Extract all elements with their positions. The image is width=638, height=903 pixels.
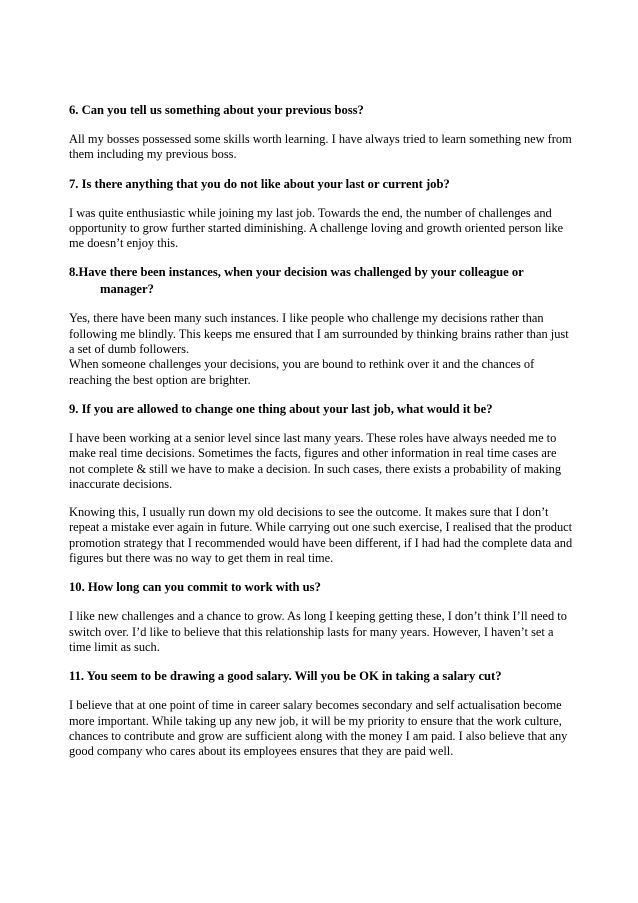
answer-6: All my bosses possessed some skills worth learning. I have always tried to learn something new from them including my previous boss. bbox=[69, 132, 572, 162]
answer-9-paragraph-1: I have been working at a senior level since last many years. These roles have always needed me to make real time decisions. Sometimes the facts, figures and other information in real time cases are not complete & still we have to make a decision. In such cases, there exists a probability of making inaccurate decisions. bbox=[69, 430, 562, 491]
answer-8-paragraph-2: When someone challenges your decisions, you are bound to rethink over it and the chances of reaching the best option are brighter. bbox=[69, 357, 535, 387]
question-9: 9. If you are allowed to change one thing about your last job, what would it be? bbox=[69, 401, 493, 416]
qa-section-7 bbox=[69, 176, 575, 252]
answer-11: I believe that at one point of time in career salary becomes secondary and self actualisation become more important. While taking up any new job, it will be my priority to ensure that the work culture, chances to contribute and grow are sufficient along with the money I am paid. I also believe that any good company who cares about its employees ensures that they are paid well. bbox=[69, 698, 568, 759]
answer-10: I like new challenges and a chance to grow. As long I keeping getting these, I don’t think I’ll need to switch over. I’d like to believe that this relationship lasts for many years. However, I haven’t set a time limit as such. bbox=[69, 609, 567, 654]
qa-section-9 bbox=[69, 401, 575, 566]
answer-7: I was quite enthusiastic while joining my last job. Towards the end, the number of challenges and opportunity to grow further started diminishing. A challenge loving and growth oriented person like me doesn’t enjoy this. bbox=[69, 205, 564, 251]
question-10: 10. How long can you commit to work with us? bbox=[69, 580, 321, 595]
qa-section-11 bbox=[69, 668, 575, 759]
answer-8-paragraph-1: Yes, there have been many such instances. I like people who challenge my decisions rather than following me blindly. This keeps me ensured that I am surrounded by thinking brains rather than just a set of dumb followers. bbox=[69, 311, 569, 357]
question-8: 8.Have there been instances, when your decision was challenged by your colleague or manager? bbox=[69, 265, 524, 297]
qa-section-8 bbox=[69, 264, 575, 387]
question-6: 6. Can you tell us something about your previous boss? bbox=[69, 103, 364, 117]
qa-section-6 bbox=[69, 102, 575, 163]
question-7: 7. Is there anything that you do not like about your last or current job? bbox=[69, 176, 450, 191]
qa-section-10 bbox=[69, 579, 575, 655]
answer-9-paragraph-2: Knowing this, I usually run down my old decisions to see the outcome. It makes sure that I don’t repeat a mistake ever again in future. While carrying out one such exercise, I realised that the product promotion strategy that I recommended would have been different, if I had had the complete data and figures but there was no way to get them in real time. bbox=[69, 505, 573, 566]
question-11: 11. You seem to be drawing a good salary. Will you be OK in taking a salary cut? bbox=[69, 669, 502, 684]
document-page bbox=[69, 102, 575, 772]
